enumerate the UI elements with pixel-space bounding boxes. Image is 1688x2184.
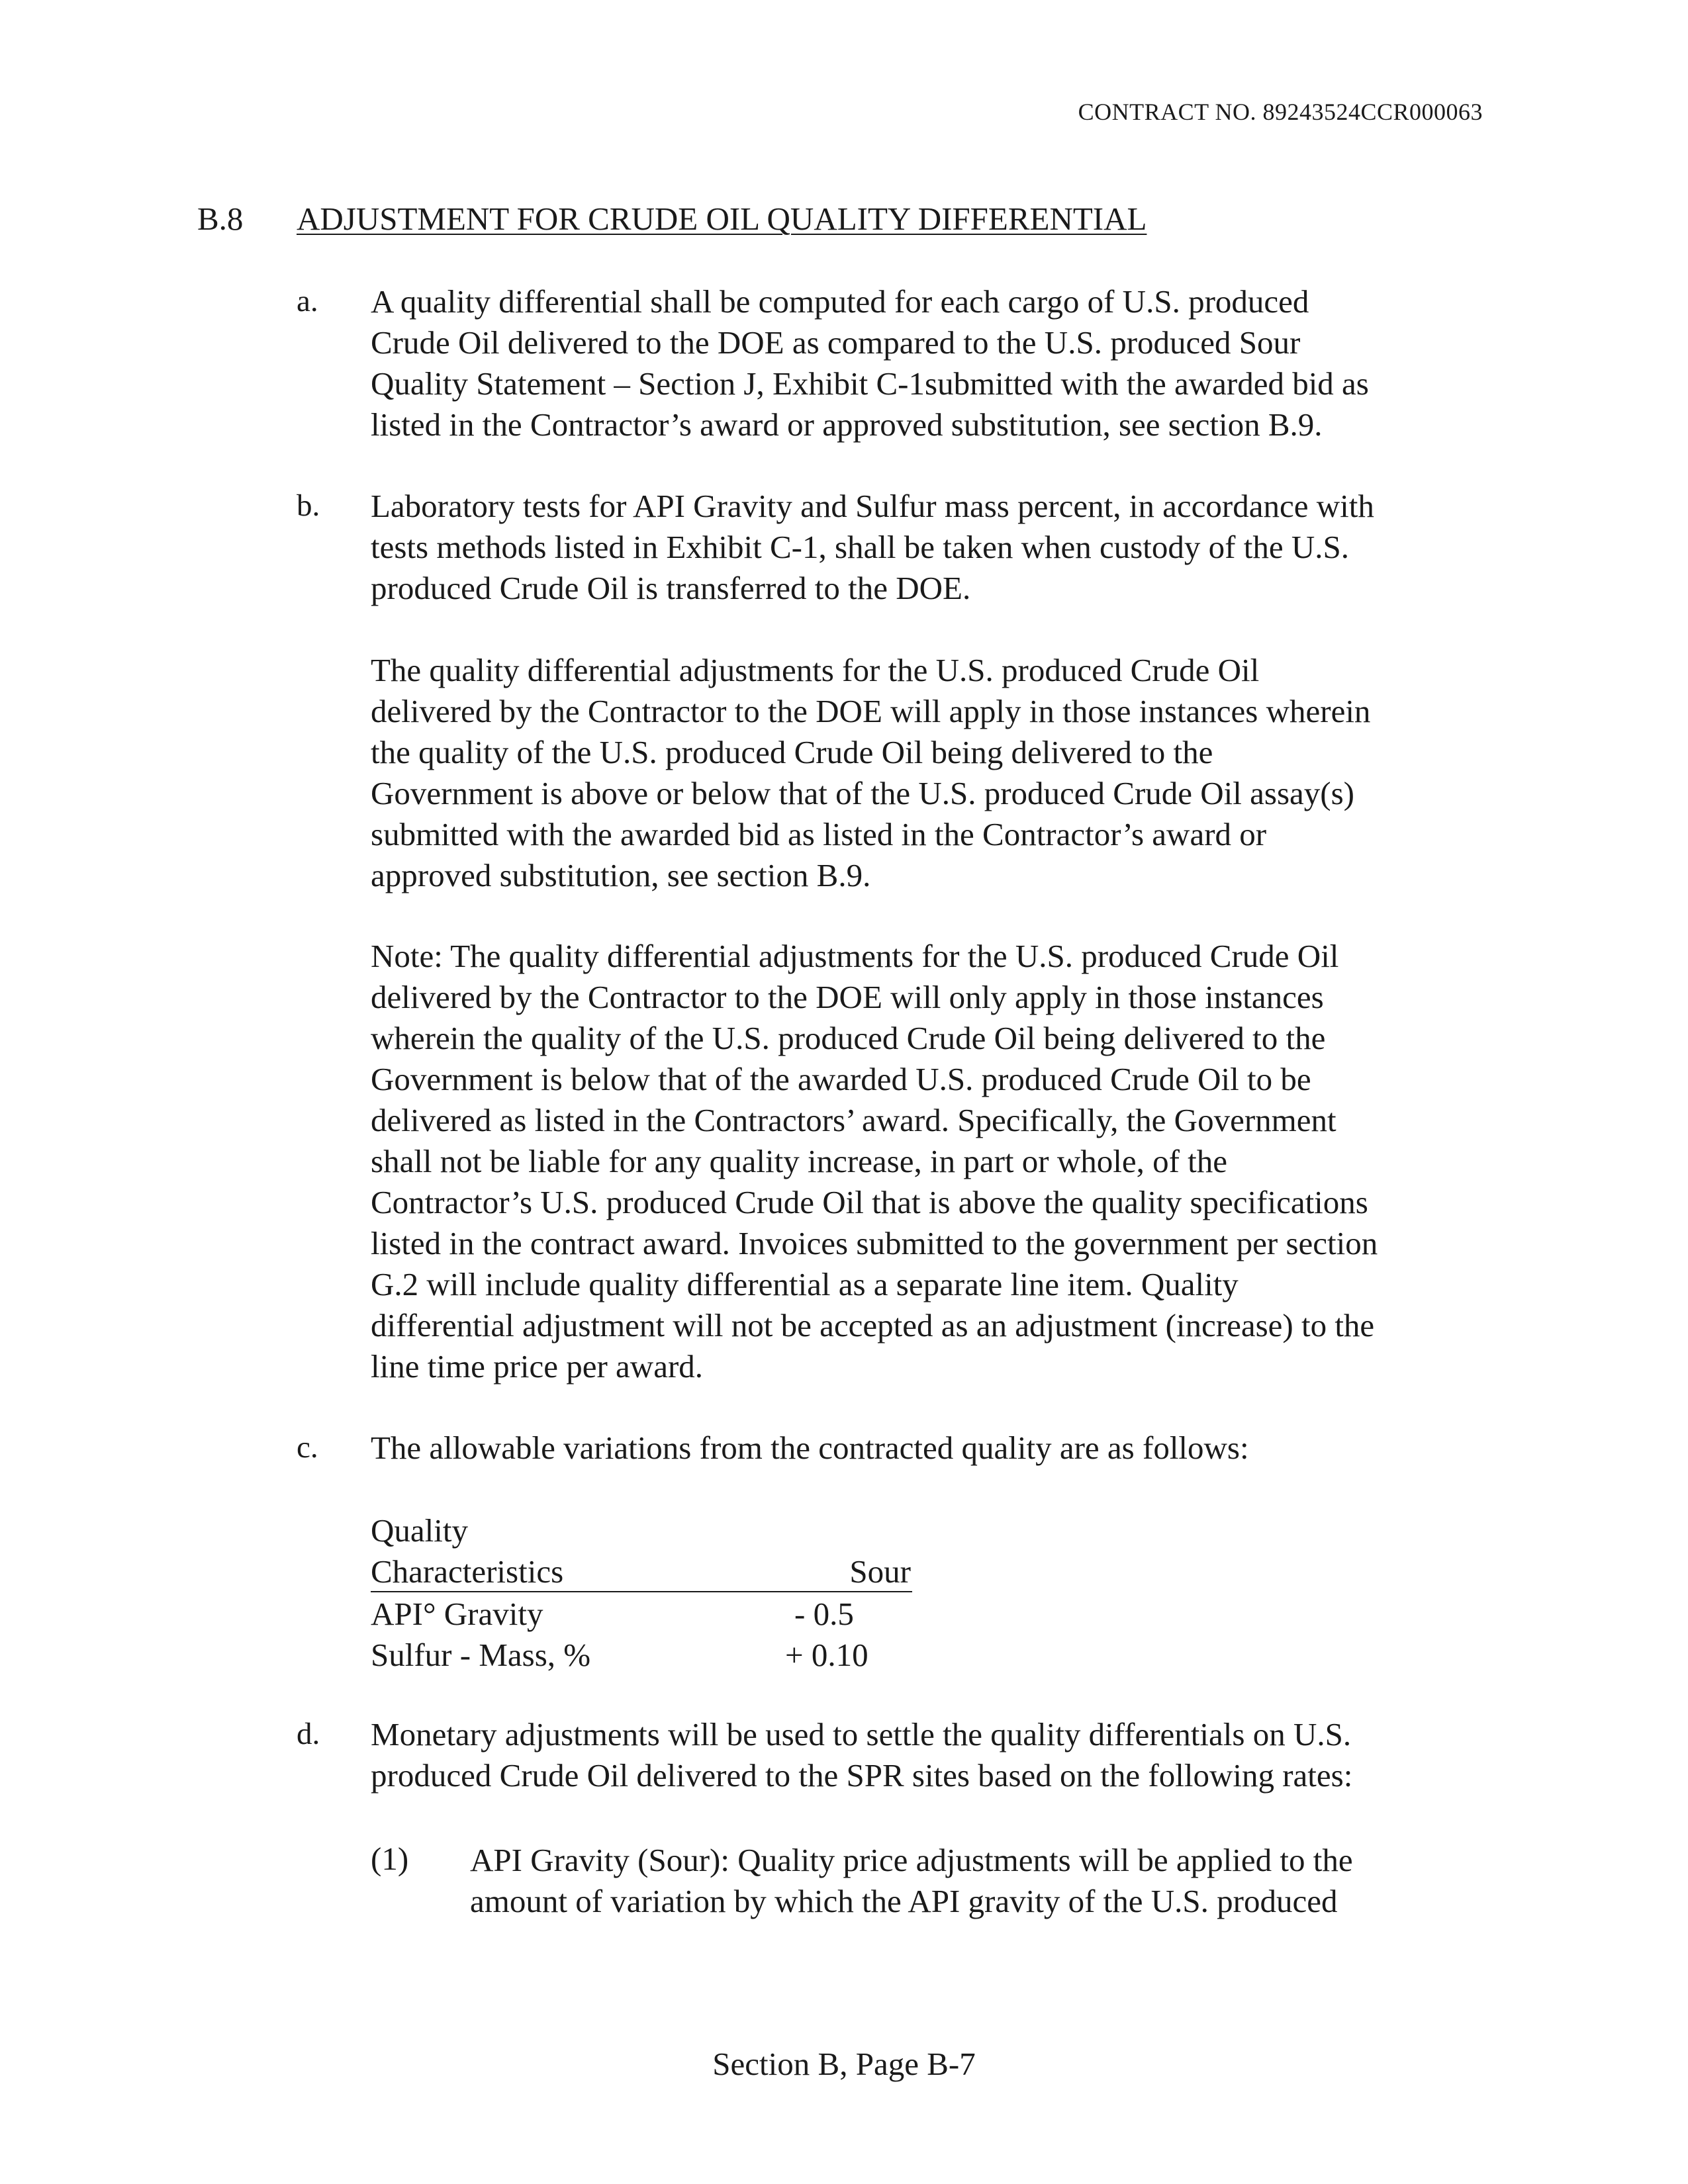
item-b-paragraph-2 [371,650,1509,896]
table-header-line-1 [371,1510,914,1551]
text-line: delivered by the Contractor to the DOE will apply in those instances wherein [371,693,1371,729]
table-cell-value: + 0.10 [785,1637,868,1673]
text-line: Contractor’s U.S. produced Crude Oil that is above the quality specifications [371,1184,1368,1220]
item-c-paragraph [371,1428,1509,1469]
text-line: The quality differential adjustments for the U.S. produced Crude Oil [371,652,1260,688]
table-header-characteristics: Characteristics [371,1553,564,1590]
text-line: listed in the Contractor’s award or approved substitution, see section B.9. [371,406,1323,443]
text-line: amount of variation by which the API gravity of the U.S. produced [470,1883,1338,1919]
text-line: Note: The quality differential adjustments for the U.S. produced Crude Oil [371,938,1339,974]
text-line: the quality of the U.S. produced Crude Oil being delivered to the [371,734,1213,770]
item-b-paragraph [371,486,1509,609]
table-row [371,1635,914,1676]
item-b-note [371,936,1509,1387]
table-cell-characteristic: Sulfur - Mass, % [371,1637,591,1673]
text-line: Laboratory tests for API Gravity and Sulfur mass percent, in accordance with [371,488,1374,524]
text-line: line time price per award. [371,1348,704,1385]
page-footer: Section B, Page B-7 [712,2046,976,2082]
text-line: delivered as listed in the Contractors’ award. Specifically, the Government [371,1102,1336,1138]
text-line: Monetary adjustments will be used to settle the quality differentials on U.S. [371,1716,1352,1752]
text-line: The allowable variations from the contracted quality are as follows: [371,1430,1249,1466]
text-line: A quality differential shall be computed for each cargo of U.S. produced [371,283,1309,320]
text-line: delivered by the Contractor to the DOE will only apply in those instances [371,979,1324,1015]
item-d1-paragraph [470,1840,1509,1922]
text-line: differential adjustment will not be accepted as an adjustment (increase) to the [371,1307,1375,1343]
table-row [371,1594,914,1635]
text-line: tests methods listed in Exhibit C-1, shall be taken when custody of the U.S. [371,529,1349,565]
table-cell-characteristic: API° Gravity [371,1596,543,1632]
text-line: wherein the quality of the U.S. produced Crude Oil being delivered to the [371,1020,1326,1056]
section-number: B.8 [197,201,244,237]
text-line: Quality Statement – Section J, Exhibit C-1submitted with the awarded bid as [371,365,1369,402]
contract-number: CONTRACT NO. 89243524CCR000063 [1078,99,1483,125]
quality-variation-table [371,1510,914,1676]
item-d1-label: (1) [371,1841,409,1877]
text-line: produced Crude Oil delivered to the SPR sites based on the following rates: [371,1757,1353,1794]
section-title: ADJUSTMENT FOR CRUDE OIL QUALITY DIFFERENTIAL [297,201,1147,237]
text-line: API Gravity (Sour): Quality price adjustments will be applied to the [470,1842,1353,1878]
item-c-label: c. [297,1430,318,1465]
text-line: shall not be liable for any quality increase, in part or whole, of the [371,1143,1228,1179]
table-cell-value: - 0.5 [794,1596,854,1632]
text-line: approved substitution, see section B.9. [371,857,871,893]
item-a-label: a. [297,284,318,318]
item-b-label: b. [297,488,320,523]
text-line: produced Crude Oil is transferred to the DOE. [371,570,971,606]
table-header-row [371,1551,912,1592]
table-header-sour: Sour [849,1553,911,1590]
item-d-label: d. [297,1717,320,1751]
text-line: Crude Oil delivered to the DOE as compared to the U.S. produced Sour [371,324,1301,361]
text-line: Government is above or below that of the U.S. produced Crude Oil assay(s) [371,775,1354,811]
item-d-paragraph [371,1714,1509,1796]
text-line: G.2 will include quality differential as a separate line item. Quality [371,1266,1239,1302]
table-header-quality: Quality [371,1512,468,1549]
item-a-paragraph [371,281,1509,445]
text-line: submitted with the awarded bid as listed in the Contractor’s award or [371,816,1267,852]
text-line: Government is below that of the awarded U.S. produced Crude Oil to be [371,1061,1311,1097]
text-line: listed in the contract award. Invoices submitted to the government per section [371,1225,1378,1261]
